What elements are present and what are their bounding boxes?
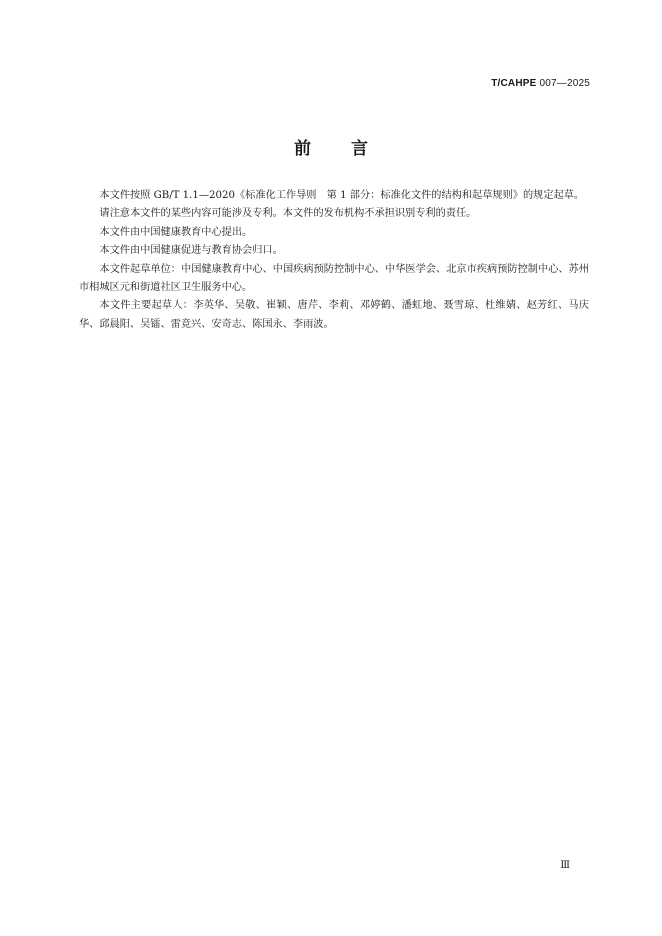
document-code-number: 007—2025: [536, 78, 590, 89]
document-code: [491, 78, 590, 89]
paragraph-drafting-rules: 本文件按照 GB/T 1.1—2020《标准化工作导则 第 1 部分：标准化文件的结构和起草规则》的规定起草。: [99, 190, 585, 201]
page-title: [0, 134, 662, 159]
paragraph-patent-notice: 请注意本文件的某些内容可能涉及专利。本文件的发布机构不承担识别专利的责任。: [99, 208, 477, 220]
foreword-body: [79, 187, 589, 334]
title-char-1: 前: [294, 139, 311, 159]
paragraph-main-drafters: 本文件主要起草人：李英华、吴敬、崔颖、唐芹、李莉、邓婷鹤、潘虹地、聂雪琼、杜维婧、赵芳红、马庆华、邱晨阳、吴镭、雷竞兴、安奇志、陈国永、李雨波。: [79, 300, 589, 330]
paragraph-proposer: 本文件由中国健康教育中心提出。: [99, 226, 253, 238]
document-code-prefix: T/CAHPE: [491, 78, 537, 89]
paragraph-centralized-by: 本文件由中国健康促进与教育协会归口。: [99, 245, 283, 257]
paragraph-drafting-units: 本文件起草单位：中国健康教育中心、中国疾病预防控制中心、中华医学会、北京市疾病预防控制中心、苏州市相城区元和街道社区卫生服务中心。: [79, 263, 589, 294]
page-number: Ⅲ: [560, 860, 570, 871]
title-char-2: 言: [351, 139, 368, 159]
